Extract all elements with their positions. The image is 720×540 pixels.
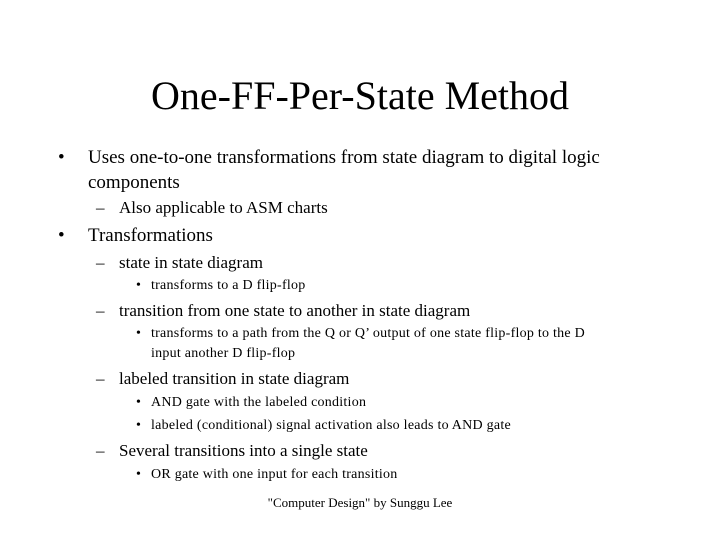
sub-bullet-text: transition from one state to another in state diagram: [119, 301, 471, 320]
dash-marker: –: [96, 369, 105, 388]
sub-bullet-text: Several transitions into a single state: [119, 441, 368, 460]
bullet-marker: •: [136, 418, 142, 433]
slide-title: One-FF-Per-State Method: [150, 73, 570, 118]
bullet-marker: •: [58, 225, 65, 246]
bullet-marker: •: [136, 326, 142, 341]
sub-sub-bullet-text-continuation: input another D flip-flop: [151, 346, 296, 361]
bullet-text: Uses one-to-one transformations from state diagram to digital logic: [88, 147, 600, 168]
bullet-text-continuation: components: [88, 172, 180, 193]
bullet-marker: •: [58, 147, 65, 168]
bullet-text: Transformations: [88, 225, 213, 246]
bullet-marker: •: [136, 395, 142, 410]
dash-marker: –: [96, 198, 105, 217]
dash-marker: –: [96, 253, 105, 272]
sub-sub-bullet-text: labeled (conditional) signal activation also leads to AND gate: [151, 418, 511, 433]
dash-marker: –: [96, 301, 105, 320]
sub-sub-bullet-text: transforms to a path from the Q or Q’ output of one state flip-flop to the D: [151, 326, 585, 341]
sub-sub-bullet-text: AND gate with the labeled condition: [151, 395, 367, 410]
dash-marker: –: [96, 441, 105, 460]
sub-bullet-text: state in state diagram: [119, 253, 263, 272]
sub-sub-bullet-text: transforms to a D flip-flop: [151, 278, 306, 293]
slide-footer: "Computer Design" by Sunggu Lee: [267, 495, 453, 510]
sub-bullet-text: labeled transition in state diagram: [119, 369, 350, 388]
bullet-marker: •: [136, 467, 142, 482]
sub-bullet-text: Also applicable to ASM charts: [119, 198, 328, 217]
sub-sub-bullet-text: OR gate with one input for each transition: [151, 467, 398, 482]
bullet-marker: •: [136, 278, 142, 293]
